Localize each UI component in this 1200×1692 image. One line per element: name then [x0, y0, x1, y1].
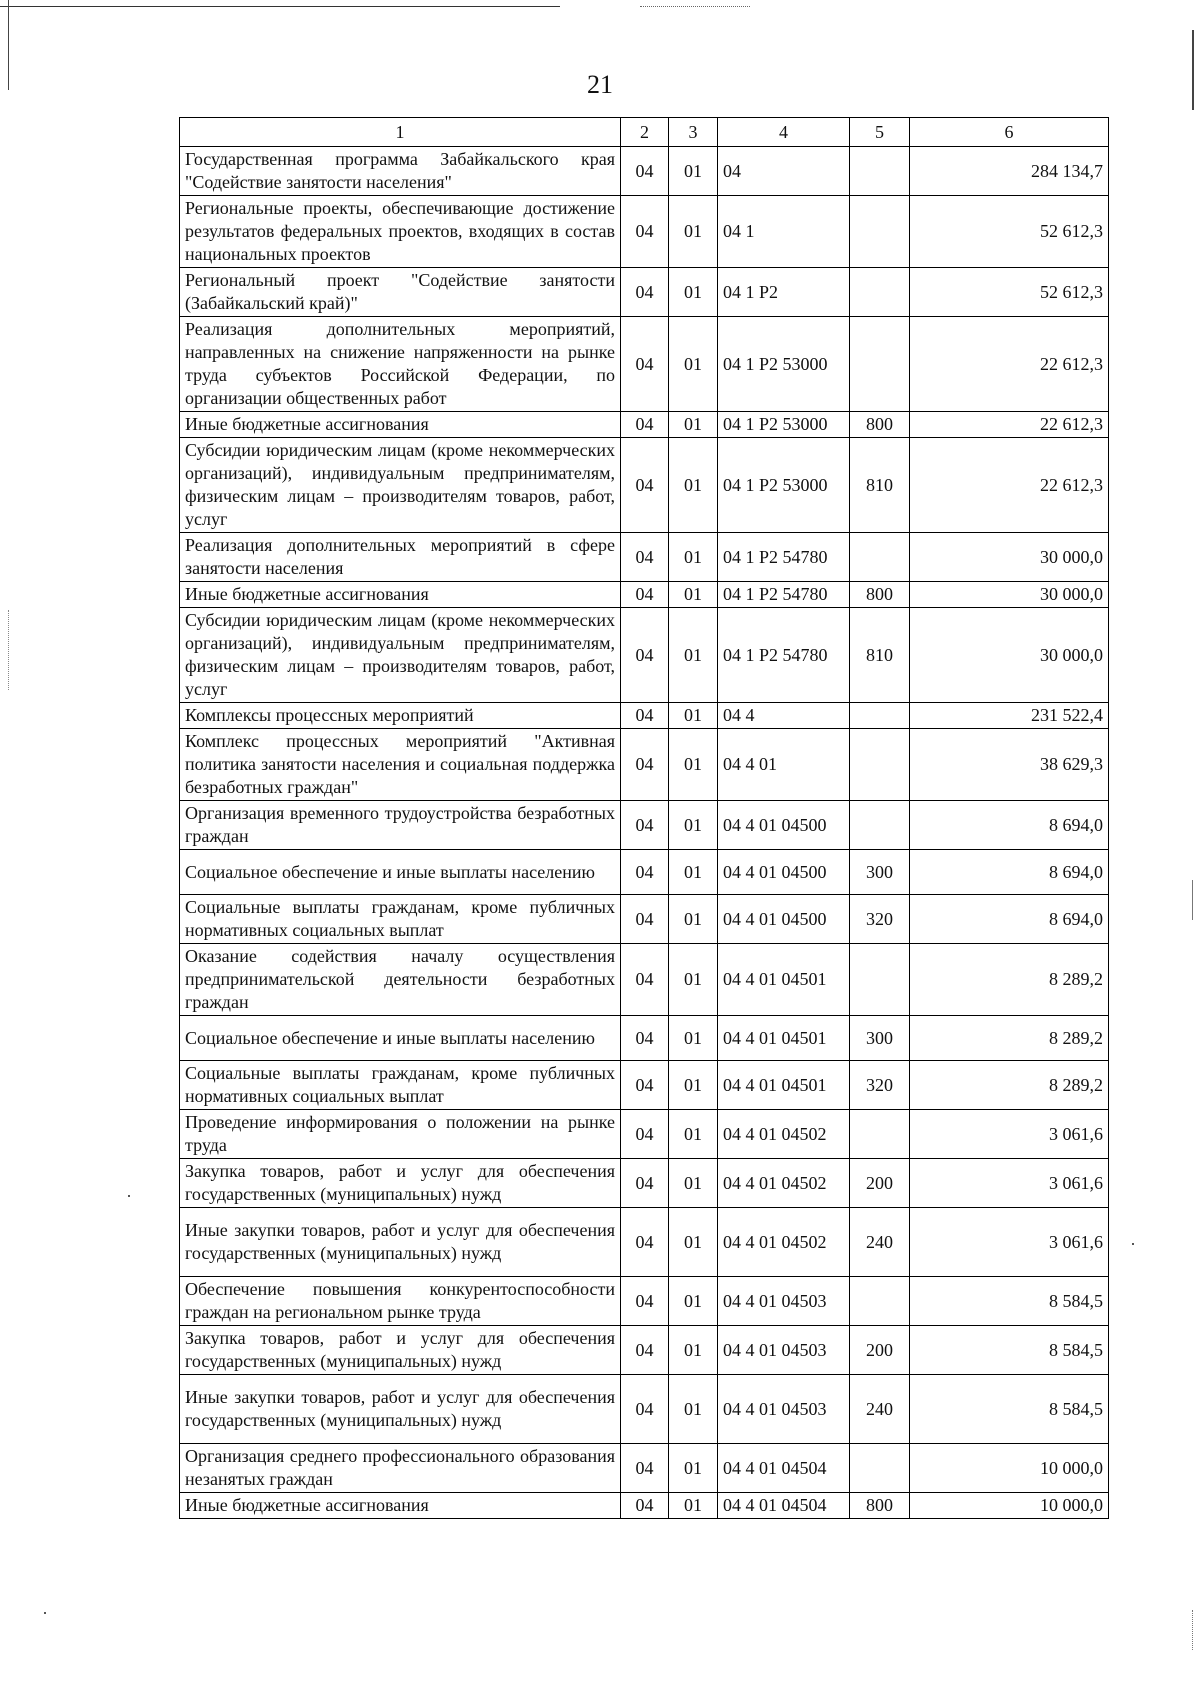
amount: 22 612,3 [910, 412, 1109, 438]
row-name: Иные бюджетные ассигнования [180, 1493, 621, 1519]
amount: 30 000,0 [910, 533, 1109, 582]
target-article-code: 04 [718, 147, 850, 196]
amount: 8 584,5 [910, 1326, 1109, 1375]
expense-type-code: 240 [850, 1375, 910, 1444]
row-name: Комплекс процессных мероприятий "Активная политика занятости населения и социальная поддержка безработных граждан" [180, 729, 621, 801]
section-code: 04 [621, 582, 669, 608]
amount: 38 629,3 [910, 729, 1109, 801]
table-row [180, 1159, 1109, 1208]
section-code: 04 [621, 1061, 669, 1110]
target-article-code: 04 1 P2 53000 [718, 317, 850, 412]
amount: 3 061,6 [910, 1208, 1109, 1277]
expense-type-code [850, 1277, 910, 1326]
row-name: Реализация дополнительных мероприятий в сфере занятости населения [180, 533, 621, 582]
subsection-code: 01 [669, 895, 718, 944]
section-code: 04 [621, 196, 669, 268]
subsection-code: 01 [669, 582, 718, 608]
subsection-code: 01 [669, 1110, 718, 1159]
subsection-code: 01 [669, 1159, 718, 1208]
subsection-code: 01 [669, 412, 718, 438]
target-article-code: 04 4 01 04502 [718, 1110, 850, 1159]
amount: 22 612,3 [910, 317, 1109, 412]
table-row [180, 147, 1109, 196]
amount: 10 000,0 [910, 1493, 1109, 1519]
table-row [180, 801, 1109, 850]
row-name: Региональные проекты, обеспечивающие достижение результатов федеральных проектов, входящих в состав национальных проектов [180, 196, 621, 268]
target-article-code: 04 1 P2 53000 [718, 438, 850, 533]
subsection-code: 01 [669, 608, 718, 703]
table-row [180, 582, 1109, 608]
scan-edge-line [0, 6, 560, 7]
section-code: 04 [621, 1159, 669, 1208]
subsection-code: 01 [669, 850, 718, 895]
table-body [180, 147, 1109, 1519]
amount: 8 289,2 [910, 1016, 1109, 1061]
expense-type-code [850, 801, 910, 850]
table-row [180, 729, 1109, 801]
amount: 8 694,0 [910, 895, 1109, 944]
row-name: Закупка товаров, работ и услуг для обеспечения государственных (муниципальных) нужд [180, 1159, 621, 1208]
subsection-code: 01 [669, 1208, 718, 1277]
expense-type-code [850, 703, 910, 729]
expense-type-code [850, 196, 910, 268]
row-name: Субсидии юридическим лицам (кроме некоммерческих организаций), индивидуальным предпринимателям, физическим лицам – производителям товаров, работ, услуг [180, 608, 621, 703]
amount: 231 522,4 [910, 703, 1109, 729]
table-row [180, 1016, 1109, 1061]
subsection-code: 01 [669, 1016, 718, 1061]
table-row [180, 944, 1109, 1016]
expense-type-code: 300 [850, 1016, 910, 1061]
row-name: Обеспечение повышения конкурентоспособности граждан на региональном рынке труда [180, 1277, 621, 1326]
subsection-code: 01 [669, 1326, 718, 1375]
section-code: 04 [621, 438, 669, 533]
target-article-code: 04 1 P2 54780 [718, 533, 850, 582]
subsection-code: 01 [669, 196, 718, 268]
target-article-code: 04 4 01 04501 [718, 1061, 850, 1110]
amount: 8 584,5 [910, 1277, 1109, 1326]
section-code: 04 [621, 1375, 669, 1444]
table-row [180, 1375, 1109, 1444]
table-row [180, 1493, 1109, 1519]
subsection-code: 01 [669, 268, 718, 317]
amount: 8 694,0 [910, 801, 1109, 850]
table-row [180, 1444, 1109, 1493]
scan-edge-line [640, 6, 750, 7]
table-row [180, 703, 1109, 729]
target-article-code: 04 4 01 04501 [718, 944, 850, 1016]
section-code: 04 [621, 703, 669, 729]
section-code: 04 [621, 1016, 669, 1061]
expense-type-code [850, 1110, 910, 1159]
expense-type-code: 800 [850, 582, 910, 608]
table-row [180, 608, 1109, 703]
row-name: Организация временного трудоустройства безработных граждан [180, 801, 621, 850]
row-name: Закупка товаров, работ и услуг для обеспечения государственных (муниципальных) нужд [180, 1326, 621, 1375]
column-header: 2 [621, 118, 669, 147]
row-name: Социальные выплаты гражданам, кроме публичных нормативных социальных выплат [180, 1061, 621, 1110]
table-row [180, 412, 1109, 438]
table-row [180, 533, 1109, 582]
amount: 3 061,6 [910, 1110, 1109, 1159]
expense-type-code [850, 1444, 910, 1493]
amount: 10 000,0 [910, 1444, 1109, 1493]
subsection-code: 01 [669, 944, 718, 1016]
scan-speck [1132, 1243, 1134, 1245]
section-code: 04 [621, 412, 669, 438]
table-row [180, 196, 1109, 268]
subsection-code: 01 [669, 801, 718, 850]
expense-type-code [850, 317, 910, 412]
target-article-code: 04 4 01 04502 [718, 1208, 850, 1277]
column-header: 3 [669, 118, 718, 147]
subsection-code: 01 [669, 703, 718, 729]
expense-type-code: 240 [850, 1208, 910, 1277]
section-code: 04 [621, 147, 669, 196]
target-article-code: 04 4 01 04504 [718, 1493, 850, 1519]
amount: 8 584,5 [910, 1375, 1109, 1444]
row-name: Иные бюджетные ассигнования [180, 582, 621, 608]
scan-speck [44, 1612, 46, 1614]
expense-type-code [850, 944, 910, 1016]
expense-type-code: 810 [850, 438, 910, 533]
target-article-code: 04 4 01 04503 [718, 1277, 850, 1326]
section-code: 04 [621, 608, 669, 703]
amount: 8 289,2 [910, 944, 1109, 1016]
subsection-code: 01 [669, 438, 718, 533]
target-article-code: 04 1 [718, 196, 850, 268]
target-article-code: 04 4 01 [718, 729, 850, 801]
scan-edge-line [8, 610, 9, 690]
section-code: 04 [621, 1208, 669, 1277]
table-row [180, 1208, 1109, 1277]
target-article-code: 04 1 P2 [718, 268, 850, 317]
row-name: Социальное обеспечение и иные выплаты населению [180, 850, 621, 895]
section-code: 04 [621, 317, 669, 412]
table-row [180, 268, 1109, 317]
section-code: 04 [621, 1444, 669, 1493]
table-row [180, 317, 1109, 412]
subsection-code: 01 [669, 729, 718, 801]
budget-table [179, 117, 1109, 1519]
subsection-code: 01 [669, 1375, 718, 1444]
expense-type-code: 320 [850, 1061, 910, 1110]
section-code: 04 [621, 1110, 669, 1159]
section-code: 04 [621, 1277, 669, 1326]
section-code: 04 [621, 801, 669, 850]
row-name: Проведение информирования о положении на рынке труда [180, 1110, 621, 1159]
scan-speck [128, 1195, 130, 1197]
column-header: 4 [718, 118, 850, 147]
row-name: Иные закупки товаров, работ и услуг для обеспечения государственных (муниципальных) нужд [180, 1375, 621, 1444]
subsection-code: 01 [669, 1493, 718, 1519]
target-article-code: 04 1 P2 54780 [718, 608, 850, 703]
target-article-code: 04 4 01 04501 [718, 1016, 850, 1061]
target-article-code: 04 4 01 04500 [718, 895, 850, 944]
target-article-code: 04 4 [718, 703, 850, 729]
row-name: Государственная программа Забайкальского края "Содействие занятости населения" [180, 147, 621, 196]
target-article-code: 04 4 01 04500 [718, 801, 850, 850]
subsection-code: 01 [669, 317, 718, 412]
target-article-code: 04 1 P2 54780 [718, 582, 850, 608]
table-row [180, 1277, 1109, 1326]
section-code: 04 [621, 944, 669, 1016]
expense-type-code: 320 [850, 895, 910, 944]
amount: 52 612,3 [910, 196, 1109, 268]
target-article-code: 04 4 01 04504 [718, 1444, 850, 1493]
section-code: 04 [621, 1493, 669, 1519]
target-article-code: 04 4 01 04503 [718, 1375, 850, 1444]
row-name: Комплексы процессных мероприятий [180, 703, 621, 729]
amount: 30 000,0 [910, 608, 1109, 703]
column-header: 1 [180, 118, 621, 147]
section-code: 04 [621, 729, 669, 801]
row-name: Иные закупки товаров, работ и услуг для обеспечения государственных (муниципальных) нужд [180, 1208, 621, 1277]
amount: 8 694,0 [910, 850, 1109, 895]
expense-type-code [850, 729, 910, 801]
row-name: Реализация дополнительных мероприятий, направленных на снижение напряженности на рынке труда субъектов Российской Федерации, по организации общественных работ [180, 317, 621, 412]
row-name: Региональный проект "Содействие занятости (Забайкальский край)" [180, 268, 621, 317]
table-row [180, 1061, 1109, 1110]
expense-type-code [850, 147, 910, 196]
table-row [180, 1326, 1109, 1375]
section-code: 04 [621, 533, 669, 582]
expense-type-code [850, 268, 910, 317]
target-article-code: 04 4 01 04500 [718, 850, 850, 895]
column-header: 6 [910, 118, 1109, 147]
expense-type-code: 200 [850, 1159, 910, 1208]
table-row [180, 438, 1109, 533]
page-number: 21 [587, 70, 613, 99]
row-name: Организация среднего профессионального образования незанятых граждан [180, 1444, 621, 1493]
subsection-code: 01 [669, 1061, 718, 1110]
table-row [180, 895, 1109, 944]
subsection-code: 01 [669, 1444, 718, 1493]
table-row [180, 850, 1109, 895]
target-article-code: 04 1 P2 53000 [718, 412, 850, 438]
amount: 284 134,7 [910, 147, 1109, 196]
row-name: Иные бюджетные ассигнования [180, 412, 621, 438]
section-code: 04 [621, 268, 669, 317]
section-code: 04 [621, 895, 669, 944]
table-header-row [180, 118, 1109, 147]
column-header: 5 [850, 118, 910, 147]
row-name: Социальные выплаты гражданам, кроме публичных нормативных социальных выплат [180, 895, 621, 944]
expense-type-code [850, 533, 910, 582]
row-name: Субсидии юридическим лицам (кроме некоммерческих организаций), индивидуальным предпринимателям, физическим лицам – производителям товаров, работ, услуг [180, 438, 621, 533]
section-code: 04 [621, 1326, 669, 1375]
amount: 22 612,3 [910, 438, 1109, 533]
amount: 8 289,2 [910, 1061, 1109, 1110]
subsection-code: 01 [669, 533, 718, 582]
subsection-code: 01 [669, 1277, 718, 1326]
expense-type-code: 810 [850, 608, 910, 703]
amount: 30 000,0 [910, 582, 1109, 608]
row-name: Социальное обеспечение и иные выплаты населению [180, 1016, 621, 1061]
row-name: Оказание содействия началу осуществления предпринимательской деятельности безработных граждан [180, 944, 621, 1016]
expense-type-code: 800 [850, 412, 910, 438]
subsection-code: 01 [669, 147, 718, 196]
amount: 3 061,6 [910, 1159, 1109, 1208]
section-code: 04 [621, 850, 669, 895]
scan-edge-line [1192, 1610, 1193, 1650]
expense-type-code: 300 [850, 850, 910, 895]
target-article-code: 04 4 01 04503 [718, 1326, 850, 1375]
expense-type-code: 200 [850, 1326, 910, 1375]
scan-edge-line [1192, 880, 1193, 920]
amount: 52 612,3 [910, 268, 1109, 317]
table-row [180, 1110, 1109, 1159]
target-article-code: 04 4 01 04502 [718, 1159, 850, 1208]
expense-type-code: 800 [850, 1493, 910, 1519]
